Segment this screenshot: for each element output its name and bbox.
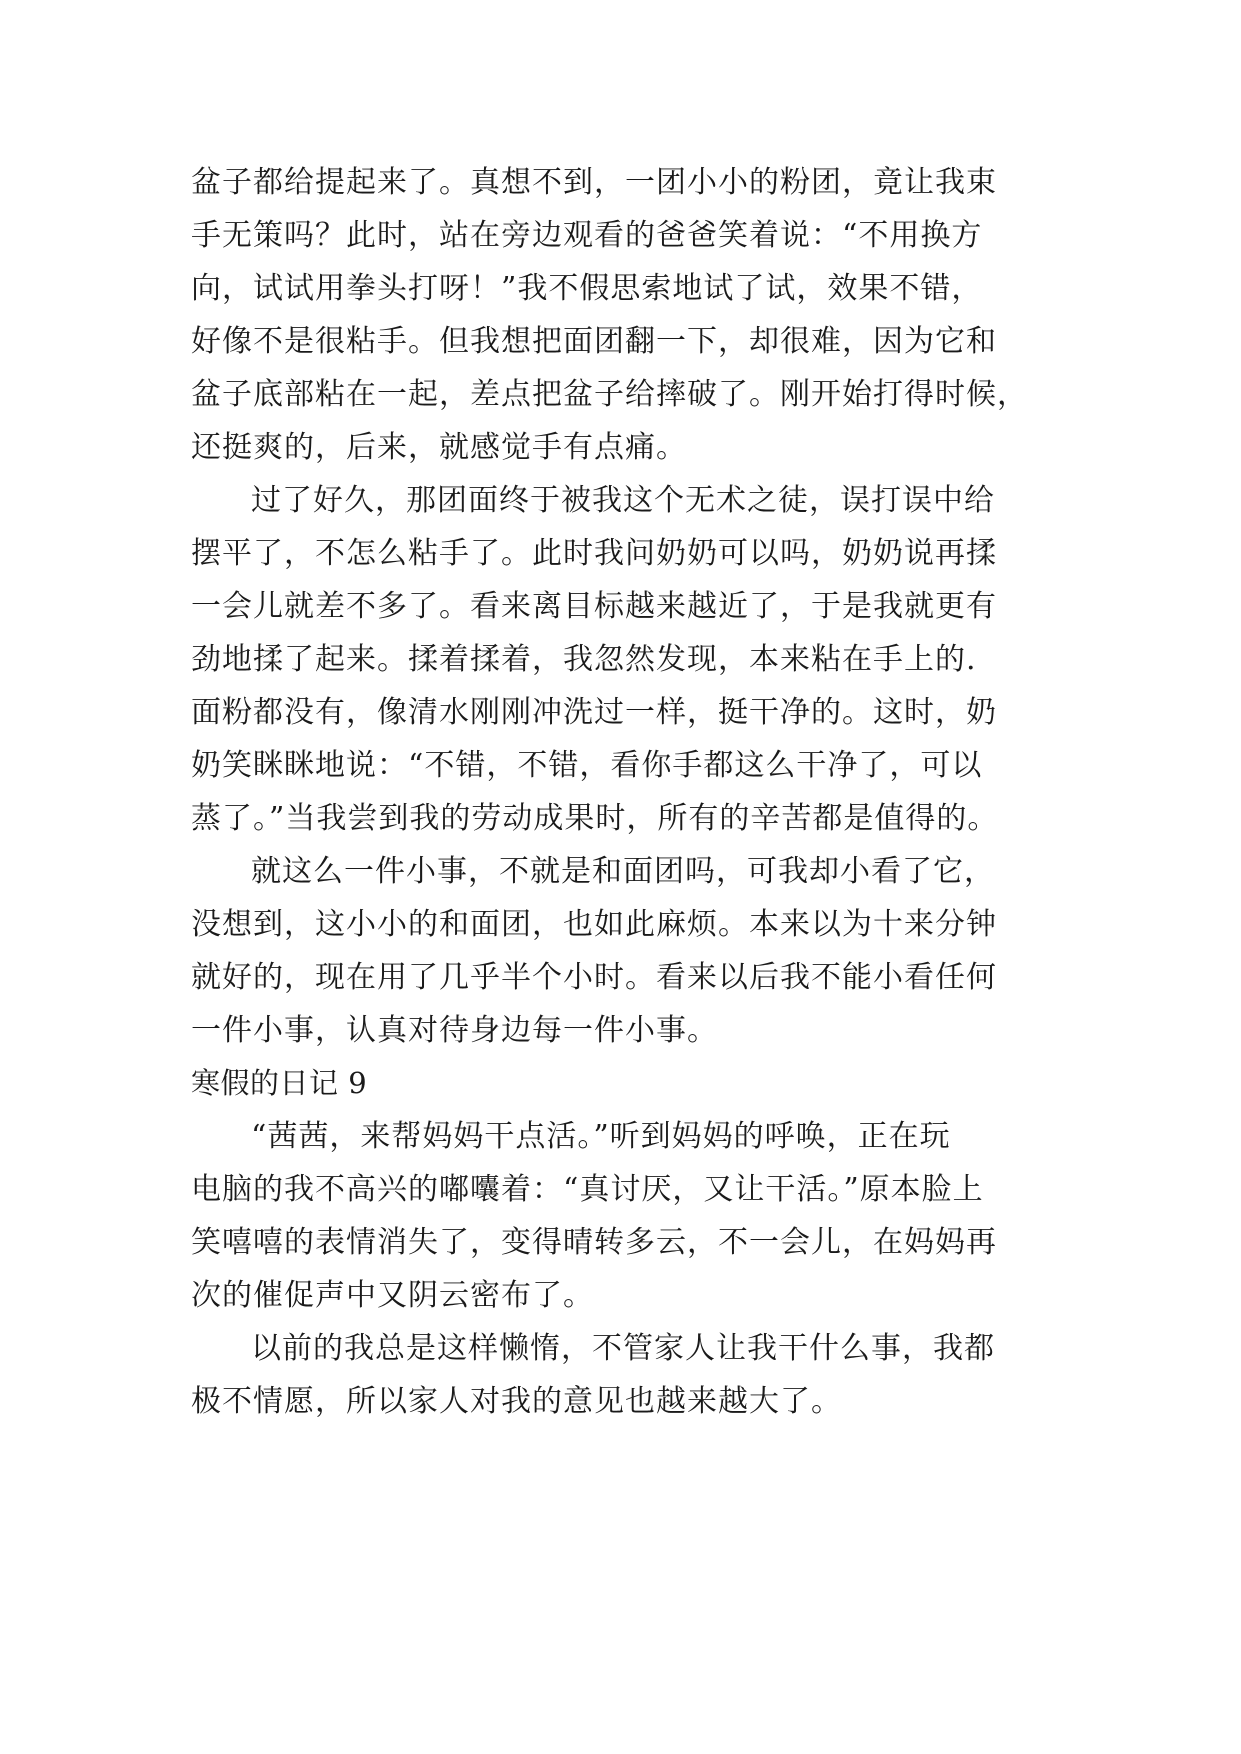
text-line: 面粉都没有，像清水刚刚冲洗过一样，挺干净的。这时，奶 [191, 695, 997, 730]
text-line: 没想到，这小小的和面团，也如此麻烦。本来以为十来分钟 [191, 907, 997, 942]
text-line: 就好的，现在用了几乎半个小时。看来以后我不能小看任何 [191, 960, 997, 995]
text-line: 奶笑眯眯地说：“不错，不错，看你手都这么干净了，可以 [191, 748, 983, 783]
text-line: 手无策吗？此时，站在旁边观看的爸爸笑着说：“不用换方 [191, 218, 983, 253]
text-line: 一会儿就差不多了。看来离目标越来越近了，于是我就更有 [191, 589, 997, 624]
text-line: 盆子底部粘在一起，差点把盆子给摔破了。刚开始打得时候， [191, 377, 1028, 412]
paragraph-first-line: “茜茜，来帮妈妈干点活。”听到妈妈的呼唤，正在玩 [251, 1119, 951, 1154]
text-line: 向，试试用拳头打呀！”我不假思索地试了试，效果不错， [191, 271, 983, 306]
text-line: 电脑的我不高兴的嘟囔着：“真讨厌，又让干活。”原本脸上 [191, 1172, 984, 1207]
text-line: 还挺爽的，后来，就感觉手有点痛。 [191, 430, 687, 465]
paragraph-first-line: 过了好久，那团面终于被我这个无术之徒，误打误中给 [251, 483, 995, 518]
text-line: 笑嘻嘻的表情消失了，变得晴转多云，不一会儿，在妈妈再 [191, 1225, 997, 1260]
paragraph-first-line: 以前的我总是这样懒惰，不管家人让我干什么事，我都 [251, 1331, 995, 1366]
document-body [191, 156, 1091, 1428]
text-line: 次的催促声中又阴云密布了。 [191, 1278, 594, 1313]
paragraph-first-line: 就这么一件小事，不就是和面团吗，可我却小看了它， [251, 854, 995, 889]
text-line: 极不情愿，所以家人对我的意见也越来越大了。 [191, 1384, 842, 1419]
text-line: 摆平了，不怎么粘手了。此时我问奶奶可以吗，奶奶说再揉 [191, 536, 997, 571]
section-heading: 寒假的日记 9 [191, 1066, 368, 1100]
text-line: 盆子都给提起来了。真想不到，一团小小的粉团，竟让我束 [191, 165, 997, 200]
text-line: 好像不是很粘手。但我想把面团翻一下，却很难，因为它和 [191, 324, 997, 359]
text-line: 一件小事，认真对待身边每一件小事。 [191, 1013, 718, 1048]
text-line: 蒸了。”当我尝到我的劳动成果时，所有的辛苦都是值得的。 [191, 801, 999, 836]
text-line: 劲地揉了起来。揉着揉着，我忽然发现，本来粘在手上的. [191, 642, 977, 677]
